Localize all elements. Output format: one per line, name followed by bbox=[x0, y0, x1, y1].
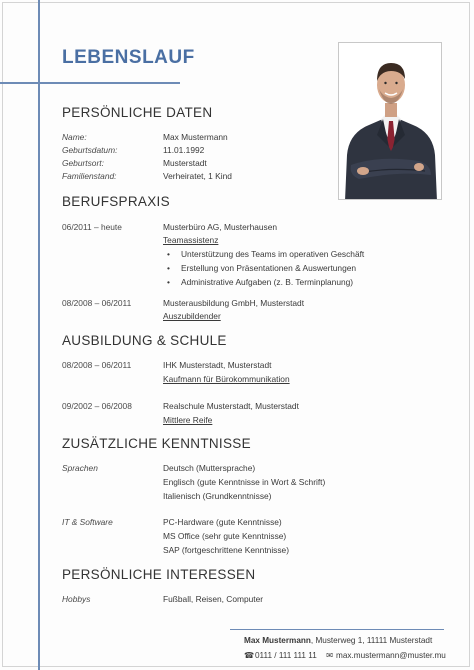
education-degree: Kaufmann für Bürokommunikation bbox=[163, 374, 290, 384]
section-title-career: BERUFSPRAXIS bbox=[62, 194, 170, 209]
career-company: Musterbüro AG, Musterhausen bbox=[163, 222, 278, 232]
languages-label: Sprachen bbox=[62, 463, 98, 473]
status-value: Verheiratet, 1 Kind bbox=[163, 171, 232, 181]
section-title-personal: PERSÖNLICHE DATEN bbox=[62, 105, 213, 120]
title-underline bbox=[0, 82, 180, 84]
name-value: Max Mustermann bbox=[163, 132, 228, 142]
email-icon: ✉ bbox=[326, 651, 333, 660]
career-period: 06/2011 – heute bbox=[62, 222, 122, 232]
language-item: Deutsch (Muttersprache) bbox=[163, 463, 256, 473]
footer-phone[interactable]: 0111 / 111 111 11 bbox=[255, 651, 317, 660]
page-title: LEBENSLAUF bbox=[62, 47, 195, 68]
it-item: MS Office (sehr gute Kenntnisse) bbox=[163, 531, 287, 541]
list-item: • Erstellung von Präsentationen & Auswertungen bbox=[163, 261, 364, 275]
footer-rule bbox=[230, 629, 444, 630]
hobbies-value: Fußball, Reisen, Computer bbox=[163, 594, 264, 604]
name-label: Name: bbox=[62, 132, 87, 142]
footer-email[interactable]: max.mustermann@muster.mu bbox=[336, 651, 446, 660]
education-period: 08/2008 – 06/2011 bbox=[62, 360, 132, 370]
career-period: 08/2008 – 06/2011 bbox=[62, 298, 132, 308]
footer-address bbox=[244, 636, 432, 645]
hobbies-label: Hobbys bbox=[62, 594, 91, 604]
it-item: PC-Hardware (gute Kenntnisse) bbox=[163, 517, 282, 527]
it-item: SAP (fortgeschrittene Kenntnisse) bbox=[163, 545, 290, 555]
footer-address-text: , Musterweg 1, 11111 Musterstadt bbox=[310, 636, 433, 645]
section-title-interests: PERSÖNLICHE INTERESSEN bbox=[62, 567, 256, 582]
language-item: Italienisch (Grundkenntnisse) bbox=[163, 491, 272, 501]
footer-name: Max Mustermann bbox=[244, 636, 311, 645]
profile-photo bbox=[338, 42, 442, 200]
footer-contact bbox=[244, 650, 446, 660]
education-period: 09/2002 – 06/2008 bbox=[62, 401, 132, 411]
list-item: • Unterstützung des Teams im operativen Geschäft bbox=[163, 247, 364, 261]
birthplace-label: Geburtsort: bbox=[62, 158, 104, 168]
status-label: Familienstand: bbox=[62, 171, 117, 181]
phone-icon: ☎ bbox=[244, 651, 255, 660]
it-label: IT & Software bbox=[62, 517, 113, 527]
career-role: Teamassistenz bbox=[163, 235, 219, 245]
section-title-skills: ZUSÄTZLICHE KENNTNISSE bbox=[62, 436, 251, 451]
career-bullet-list bbox=[163, 247, 364, 289]
education-degree: Mittlere Reife bbox=[163, 415, 213, 425]
education-school: IHK Musterstadt, Musterstadt bbox=[163, 360, 272, 370]
career-role: Auszubildender bbox=[163, 311, 221, 321]
list-item: • Administrative Aufgaben (z. B. Terminplanung) bbox=[163, 275, 364, 289]
birthdate-value: 11.01.1992 bbox=[163, 145, 205, 155]
left-vertical-rule bbox=[38, 0, 40, 670]
section-title-education: AUSBILDUNG & SCHULE bbox=[62, 333, 227, 348]
language-item: Englisch (gute Kenntnisse in Wort & Schrift) bbox=[163, 477, 326, 487]
birthdate-label: Geburtsdatum: bbox=[62, 145, 118, 155]
birthplace-value: Musterstadt bbox=[163, 158, 207, 168]
career-company: Musterausbildung GmbH, Musterstadt bbox=[163, 298, 305, 308]
education-school: Realschule Musterstadt, Musterstadt bbox=[163, 401, 299, 411]
